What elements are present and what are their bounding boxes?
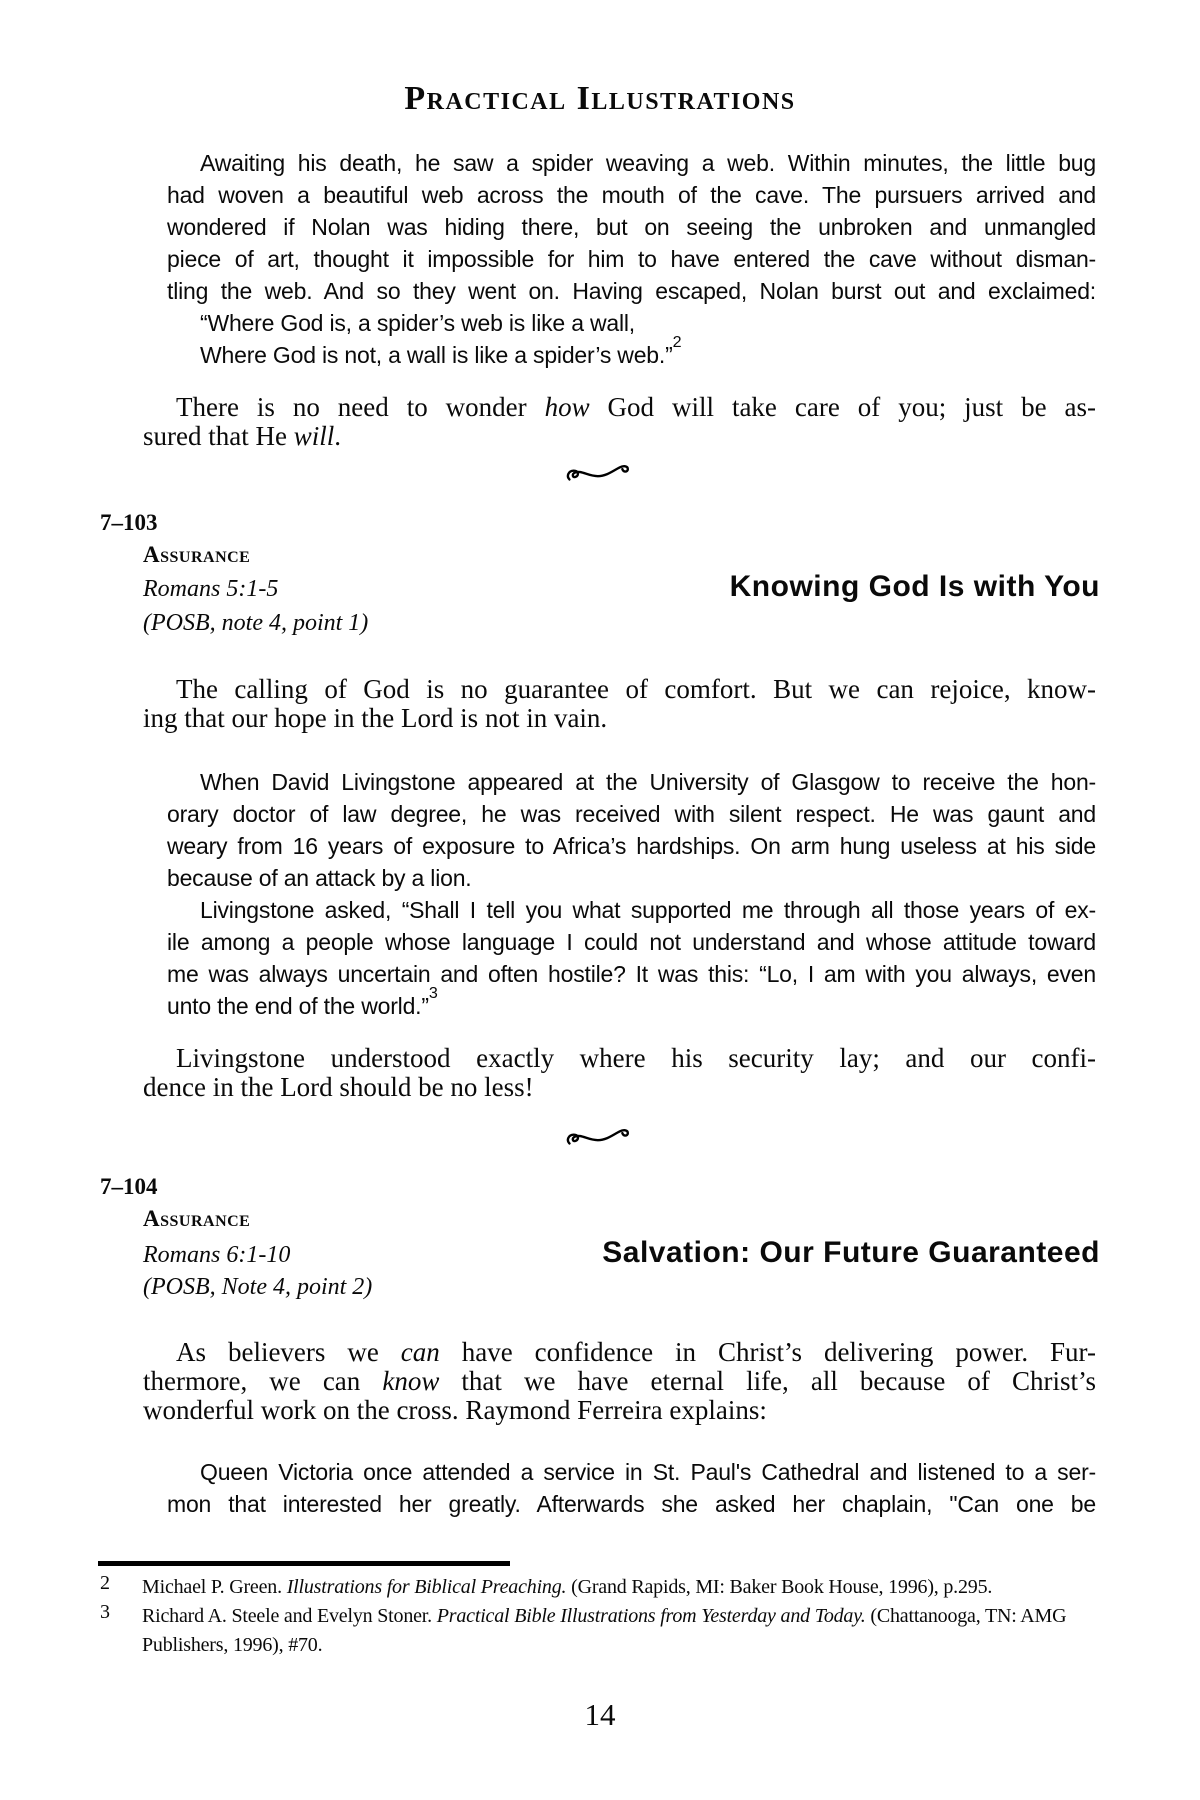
footnote-rule <box>98 1561 510 1566</box>
footnote-2: Michael P. Green. Illustrations for Biblical Preaching. (Grand Rapids, MI: Baker Book House, 1996), p.295. <box>142 1576 993 1598</box>
scripture-reference: Romans 6:1-10 <box>143 1242 291 1268</box>
section-category-assurance: Assurance <box>143 1206 251 1231</box>
flourish-divider-icon <box>565 1126 635 1150</box>
illustration-title: Salvation: Our Future Guaranteed <box>602 1236 1100 1269</box>
commentary-paragraph-4: As believers we can have confidence in Christ’s delivering power. Fur- thermore, we can know that we have eternal life, all because of Christ’s wonderful work on the cross. Raymond Ferreira explains: <box>143 1337 1096 1425</box>
page-number: 14 <box>584 1697 616 1732</box>
page-title: Practical Illustrations <box>404 80 796 117</box>
flourish-divider-icon <box>565 462 635 486</box>
footnote-3: Richard A. Steele and Evelyn Stoner. Practical Bible Illustrations from Yesterday and Today. (Chattanooga, TN: AMG Publishers, 1996), #70. <box>142 1605 1067 1656</box>
posb-reference: (POSB, note 4, point 1) <box>143 610 369 636</box>
intro-illustration-paragraph: Awaiting his death, he saw a spider weaving a web. Within minutes, the little bug had woven a beautiful web across the mouth of the cave. The pursuers arrived and wondered if Nolan was hiding there, but on seeing the unbroken and unmangled piece of art, thought it impossible for him to have entered the cave without disman- tling the web. And so they went on. Having escaped, Nolan burst out and exclaimed: “Where God is, a spider’s web is like a wall, Where God is not, a wall is like a spider’s web.”$^2$ <box>167 150 1096 368</box>
section-number-7-104: 7–104 <box>100 1174 158 1199</box>
commentary-paragraph-2: The calling of God is no guarantee of comfort. But we can rejoice, know- ing that our hope in the Lord is not in vain. <box>143 674 1096 733</box>
section-heading-row <box>143 1236 1100 1272</box>
commentary-paragraph-3: Livingstone understood exactly where his security lay; and our confi- dence in the Lord should be no less! <box>143 1043 1096 1102</box>
commentary-paragraph-1: There is no need to wonder how God will take care of you; just be as- sured that He will. <box>143 392 1097 451</box>
section-category-assurance: Assurance <box>143 542 251 567</box>
livingstone-illustration-paragraph: When David Livingstone appeared at the University of Glasgow to receive the hon- orary doctor of law degree, he was received with silent respect. He was gaunt and weary from 16 years of exposure to Africa’s hardships. On arm hung useless at his side because of an attack by a lion. Livingstone asked, “Shall I tell you what supported me through all those years of ex- ile among a people whose language I could not understand and whose attitude toward me was always uncertain and often hostile? It was this: “Lo, I am with you always, even unto the end of the world.”$^3$ <box>167 769 1096 1019</box>
victoria-illustration-paragraph: Queen Victoria once attended a service in St. Paul's Cathedral and listened to a ser- mon that interested her greatly. Afterwards she asked her chaplain, "Can one be <box>167 1459 1096 1517</box>
footnote-marker-2: 2 <box>100 1572 110 1594</box>
section-heading-row <box>143 570 1100 606</box>
scripture-reference: Romans 5:1-5 <box>143 576 279 602</box>
section-number-7-103: 7–103 <box>100 510 158 535</box>
illustration-title: Knowing God Is with You <box>729 570 1100 603</box>
footnote-marker-3: 3 <box>100 1601 110 1623</box>
posb-reference: (POSB, Note 4, point 2) <box>143 1274 373 1300</box>
